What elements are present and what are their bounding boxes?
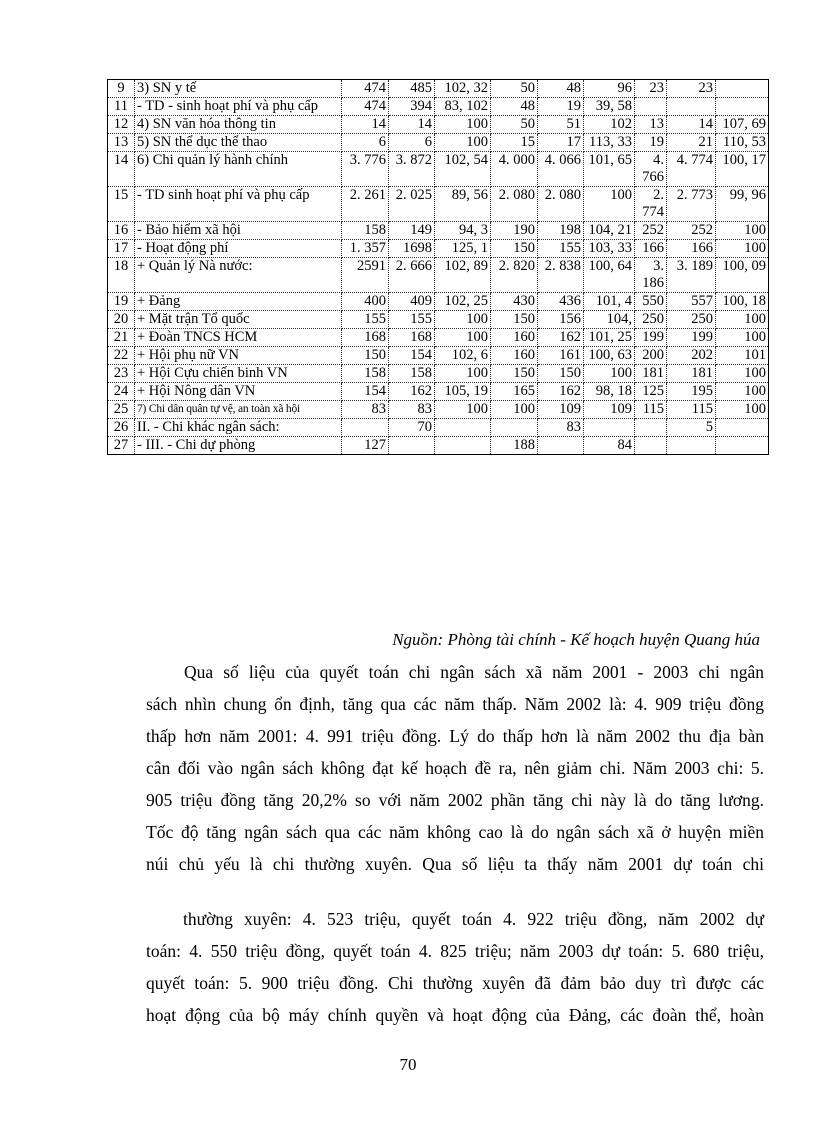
- value-cell: 17: [538, 134, 584, 152]
- value-cell: 1698: [389, 240, 435, 258]
- value-cell: 14: [342, 116, 389, 134]
- row-number-cell: 23: [108, 365, 135, 383]
- value-cell: 101, 4: [584, 293, 635, 311]
- value-cell: 113, 33: [584, 134, 635, 152]
- value-cell: 168: [342, 329, 389, 347]
- value-cell: 51: [538, 116, 584, 134]
- value-cell: 1. 357: [342, 240, 389, 258]
- row-number-cell: 26: [108, 419, 135, 437]
- value-cell: 150: [538, 365, 584, 383]
- row-number-cell: 11: [108, 98, 135, 116]
- value-cell: 162: [538, 329, 584, 347]
- value-cell: 101, 25: [584, 329, 635, 347]
- item-name-cell: + Hội Nông dân VN: [135, 383, 342, 401]
- table-row: [108, 401, 769, 419]
- table-row: [108, 258, 769, 293]
- value-cell: 102, 6: [435, 347, 491, 365]
- value-cell: [635, 437, 667, 455]
- value-cell: 103, 33: [584, 240, 635, 258]
- value-cell: 101, 65: [584, 152, 635, 187]
- paragraph-line: thấp hơn năm 2001: 4. 991 triệu đồng. Lý do thấp hơn là năm 2002 thu địa bàn: [146, 726, 764, 746]
- value-cell: 102, 54: [435, 152, 491, 187]
- value-cell: 109: [584, 401, 635, 419]
- value-cell: 430: [491, 293, 538, 311]
- value-cell: 181: [635, 365, 667, 383]
- value-cell: 188: [491, 437, 538, 455]
- value-cell: 181: [667, 365, 716, 383]
- value-cell: 199: [667, 329, 716, 347]
- value-cell: 4. 066: [538, 152, 584, 187]
- item-name-cell: 6) Chi quản lý hành chính: [135, 152, 342, 187]
- value-cell: 6: [389, 134, 435, 152]
- value-cell: 2. 261: [342, 187, 389, 222]
- value-cell: 166: [667, 240, 716, 258]
- value-cell: 127: [342, 437, 389, 455]
- item-name-cell: - Hoạt động phí: [135, 240, 342, 258]
- value-cell: 158: [342, 365, 389, 383]
- value-cell: 250: [667, 311, 716, 329]
- item-name-cell: 4) SN văn hóa thông tin: [135, 116, 342, 134]
- value-cell: 125: [635, 383, 667, 401]
- row-number-cell: 19: [108, 293, 135, 311]
- value-cell: 115: [635, 401, 667, 419]
- value-cell: [716, 419, 769, 437]
- value-cell: 100: [584, 187, 635, 222]
- value-cell: 6: [342, 134, 389, 152]
- value-cell: [389, 437, 435, 455]
- value-cell: 155: [538, 240, 584, 258]
- value-cell: 2. 774: [635, 187, 667, 222]
- value-cell: 100: [716, 240, 769, 258]
- paragraph-line: thường xuyên: 4. 523 triệu, quyết toán 4. 922 triệu đồng, năm 2002 dự: [183, 909, 764, 929]
- paragraph-line: núi chủ yếu là chi thường xuyên. Qua số liệu ta thấy năm 2001 dự toán chi: [146, 854, 764, 874]
- value-cell: [435, 437, 491, 455]
- paragraph-2: [146, 903, 764, 1031]
- value-cell: 48: [491, 98, 538, 116]
- value-cell: 100: [716, 365, 769, 383]
- row-number-cell: 20: [108, 311, 135, 329]
- value-cell: 162: [389, 383, 435, 401]
- value-cell: 2. 080: [538, 187, 584, 222]
- value-cell: 3. 189: [667, 258, 716, 293]
- value-cell: 19: [538, 98, 584, 116]
- value-cell: [635, 419, 667, 437]
- value-cell: 168: [389, 329, 435, 347]
- item-name-cell: - TD - sinh hoạt phí và phụ cấp: [135, 98, 342, 116]
- value-cell: 2. 820: [491, 258, 538, 293]
- page-number: 70: [399, 1055, 417, 1074]
- value-cell: 100: [584, 365, 635, 383]
- value-cell: 100, 64: [584, 258, 635, 293]
- value-cell: 48: [538, 80, 584, 98]
- paragraph-line: sách nhìn chung ổn định, tăng qua các năm thấp. Năm 2002 là: 4. 909 triệu đồng: [146, 694, 764, 714]
- value-cell: [667, 437, 716, 455]
- value-cell: 100: [435, 401, 491, 419]
- row-number-cell: 22: [108, 347, 135, 365]
- value-cell: 156: [538, 311, 584, 329]
- paragraph-line: quyết toán: 5. 900 triệu đồng. Chi thường xuyên đã đảm bảo duy trì được các: [146, 973, 764, 993]
- value-cell: 100, 17: [716, 152, 769, 187]
- item-name-cell: 3) SN y tế: [135, 80, 342, 98]
- item-name-cell: + Đảng: [135, 293, 342, 311]
- value-cell: 102, 89: [435, 258, 491, 293]
- value-cell: [716, 80, 769, 98]
- table-row: [108, 116, 769, 134]
- value-cell: 474: [342, 80, 389, 98]
- item-name-cell: II. - Chi khác ngân sách:: [135, 419, 342, 437]
- value-cell: [342, 419, 389, 437]
- value-cell: 100, 63: [584, 347, 635, 365]
- table-row: [108, 347, 769, 365]
- value-cell: 84: [584, 437, 635, 455]
- value-cell: 2. 025: [389, 187, 435, 222]
- row-number-cell: 18: [108, 258, 135, 293]
- value-cell: 125, 1: [435, 240, 491, 258]
- value-cell: 200: [635, 347, 667, 365]
- value-cell: 394: [389, 98, 435, 116]
- value-cell: 14: [667, 116, 716, 134]
- value-cell: 115: [667, 401, 716, 419]
- value-cell: 160: [491, 347, 538, 365]
- table-row: [108, 365, 769, 383]
- value-cell: 162: [538, 383, 584, 401]
- value-cell: 89, 56: [435, 187, 491, 222]
- table-row: [108, 419, 769, 437]
- value-cell: 83, 102: [435, 98, 491, 116]
- table-row: [108, 311, 769, 329]
- row-number-cell: 24: [108, 383, 135, 401]
- row-number-cell: 12: [108, 116, 135, 134]
- value-cell: 100: [491, 401, 538, 419]
- value-cell: 100: [435, 116, 491, 134]
- value-cell: 4. 766: [635, 152, 667, 187]
- source-note: Nguồn: Phòng tài chính - Kế hoạch huyện Quang húa: [392, 630, 760, 649]
- paragraph-line: 905 triệu đồng tăng 20,2% so với năm 2002 phần tăng chi này là do tăng lương.: [146, 790, 764, 810]
- table-row: [108, 152, 769, 187]
- value-cell: 2591: [342, 258, 389, 293]
- value-cell: 4. 000: [491, 152, 538, 187]
- value-cell: 2. 080: [491, 187, 538, 222]
- row-number-cell: 15: [108, 187, 135, 222]
- value-cell: 100: [716, 329, 769, 347]
- value-cell: 250: [635, 311, 667, 329]
- value-cell: 485: [389, 80, 435, 98]
- value-cell: 107, 69: [716, 116, 769, 134]
- value-cell: 400: [342, 293, 389, 311]
- value-cell: 158: [342, 222, 389, 240]
- value-cell: 23: [635, 80, 667, 98]
- value-cell: 100: [716, 311, 769, 329]
- value-cell: 109: [538, 401, 584, 419]
- value-cell: 100, 09: [716, 258, 769, 293]
- table-row: [108, 80, 769, 98]
- table-row: [108, 134, 769, 152]
- value-cell: 158: [389, 365, 435, 383]
- table-row: [108, 187, 769, 222]
- value-cell: 3. 776: [342, 152, 389, 187]
- value-cell: 252: [667, 222, 716, 240]
- value-cell: 199: [635, 329, 667, 347]
- value-cell: 149: [389, 222, 435, 240]
- item-name-cell: - TD sinh hoạt phí và phụ cấp: [135, 187, 342, 222]
- value-cell: 150: [491, 365, 538, 383]
- table-row: [108, 383, 769, 401]
- value-cell: 104, 21: [584, 222, 635, 240]
- value-cell: 98, 18: [584, 383, 635, 401]
- value-cell: 3. 872: [389, 152, 435, 187]
- value-cell: 39, 58: [584, 98, 635, 116]
- value-cell: 202: [667, 347, 716, 365]
- value-cell: [435, 419, 491, 437]
- value-cell: 155: [342, 311, 389, 329]
- value-cell: 83: [342, 401, 389, 419]
- value-cell: [635, 98, 667, 116]
- item-name-cell: + Quản lý Nà nước:: [135, 258, 342, 293]
- value-cell: 100: [435, 329, 491, 347]
- table-row: [108, 222, 769, 240]
- value-cell: 155: [389, 311, 435, 329]
- value-cell: 105, 19: [435, 383, 491, 401]
- value-cell: 409: [389, 293, 435, 311]
- value-cell: 102, 32: [435, 80, 491, 98]
- value-cell: 100: [435, 365, 491, 383]
- value-cell: 102, 25: [435, 293, 491, 311]
- value-cell: [716, 98, 769, 116]
- value-cell: [491, 419, 538, 437]
- value-cell: 166: [635, 240, 667, 258]
- item-name-cell: + Hội Cựu chiến binh VN: [135, 365, 342, 383]
- table-row: [108, 293, 769, 311]
- value-cell: 5: [667, 419, 716, 437]
- value-cell: 102: [584, 116, 635, 134]
- value-cell: 474: [342, 98, 389, 116]
- value-cell: 96: [584, 80, 635, 98]
- value-cell: 165: [491, 383, 538, 401]
- value-cell: 252: [635, 222, 667, 240]
- paragraph-line: cân đối vào ngân sách không đạt kế hoạch đề ra, nên giảm chi. Năm 2003 chi: 5.: [146, 758, 764, 778]
- paragraph-line: toán: 4. 550 triệu đồng, quyết toán 4. 825 triệu; năm 2003 dự toán: 5. 680 triệu,: [146, 941, 764, 961]
- row-number-cell: 25: [108, 401, 135, 419]
- item-name-cell: - Bảo hiểm xã hội: [135, 222, 342, 240]
- value-cell: 21: [667, 134, 716, 152]
- value-cell: [716, 437, 769, 455]
- paragraph-line: Tốc độ tăng ngân sách qua các năm không cao là do ngân sách xã ở huyện miền: [146, 822, 764, 842]
- value-cell: 99, 96: [716, 187, 769, 222]
- row-number-cell: 14: [108, 152, 135, 187]
- value-cell: 100: [435, 134, 491, 152]
- value-cell: 2. 838: [538, 258, 584, 293]
- table-row: [108, 329, 769, 347]
- value-cell: 154: [389, 347, 435, 365]
- value-cell: 2. 773: [667, 187, 716, 222]
- value-cell: 104,: [584, 311, 635, 329]
- value-cell: 100, 18: [716, 293, 769, 311]
- value-cell: [667, 98, 716, 116]
- item-name-cell: 7) Chi dân quân tự vệ, an toàn xã hội: [135, 401, 342, 419]
- item-name-cell: + Đoàn TNCS HCM: [135, 329, 342, 347]
- value-cell: 50: [491, 116, 538, 134]
- value-cell: 70: [389, 419, 435, 437]
- budget-table: [107, 79, 769, 455]
- value-cell: 13: [635, 116, 667, 134]
- value-cell: 83: [389, 401, 435, 419]
- row-number-cell: 21: [108, 329, 135, 347]
- value-cell: 100: [435, 311, 491, 329]
- value-cell: 150: [342, 347, 389, 365]
- table-row: [108, 240, 769, 258]
- table-body: [108, 80, 769, 455]
- value-cell: 190: [491, 222, 538, 240]
- paragraph-line: hoạt động của bộ máy chính quyền và hoạt động của Đảng, các đoàn thể, hoàn: [146, 1005, 764, 1025]
- item-name-cell: + Mặt trận Tổ quốc: [135, 311, 342, 329]
- value-cell: 14: [389, 116, 435, 134]
- table-row: [108, 437, 769, 455]
- value-cell: 198: [538, 222, 584, 240]
- item-name-cell: + Hội phụ nữ VN: [135, 347, 342, 365]
- value-cell: 15: [491, 134, 538, 152]
- value-cell: 100: [716, 222, 769, 240]
- value-cell: 4. 774: [667, 152, 716, 187]
- value-cell: 2. 666: [389, 258, 435, 293]
- item-name-cell: - III. - Chi dự phòng: [135, 437, 342, 455]
- row-number-cell: 16: [108, 222, 135, 240]
- paragraph-line: Qua số liệu của quyết toán chi ngân sách xã năm 2001 - 2003 chi ngân: [184, 662, 764, 682]
- row-number-cell: 17: [108, 240, 135, 258]
- value-cell: 160: [491, 329, 538, 347]
- paragraph-1: [146, 656, 764, 880]
- value-cell: 154: [342, 383, 389, 401]
- value-cell: [584, 419, 635, 437]
- row-number-cell: 13: [108, 134, 135, 152]
- value-cell: 101: [716, 347, 769, 365]
- value-cell: 23: [667, 80, 716, 98]
- row-number-cell: 27: [108, 437, 135, 455]
- value-cell: 150: [491, 240, 538, 258]
- value-cell: 83: [538, 419, 584, 437]
- table-row: [108, 98, 769, 116]
- value-cell: 50: [491, 80, 538, 98]
- value-cell: 100: [716, 401, 769, 419]
- value-cell: 3. 186: [635, 258, 667, 293]
- item-name-cell: 5) SN thể dục thể thao: [135, 134, 342, 152]
- value-cell: 100: [716, 383, 769, 401]
- value-cell: 557: [667, 293, 716, 311]
- value-cell: 110, 53: [716, 134, 769, 152]
- value-cell: 150: [491, 311, 538, 329]
- value-cell: [538, 437, 584, 455]
- row-number-cell: 9: [108, 80, 135, 98]
- value-cell: 19: [635, 134, 667, 152]
- value-cell: 550: [635, 293, 667, 311]
- value-cell: 195: [667, 383, 716, 401]
- value-cell: 161: [538, 347, 584, 365]
- value-cell: 94, 3: [435, 222, 491, 240]
- value-cell: 436: [538, 293, 584, 311]
